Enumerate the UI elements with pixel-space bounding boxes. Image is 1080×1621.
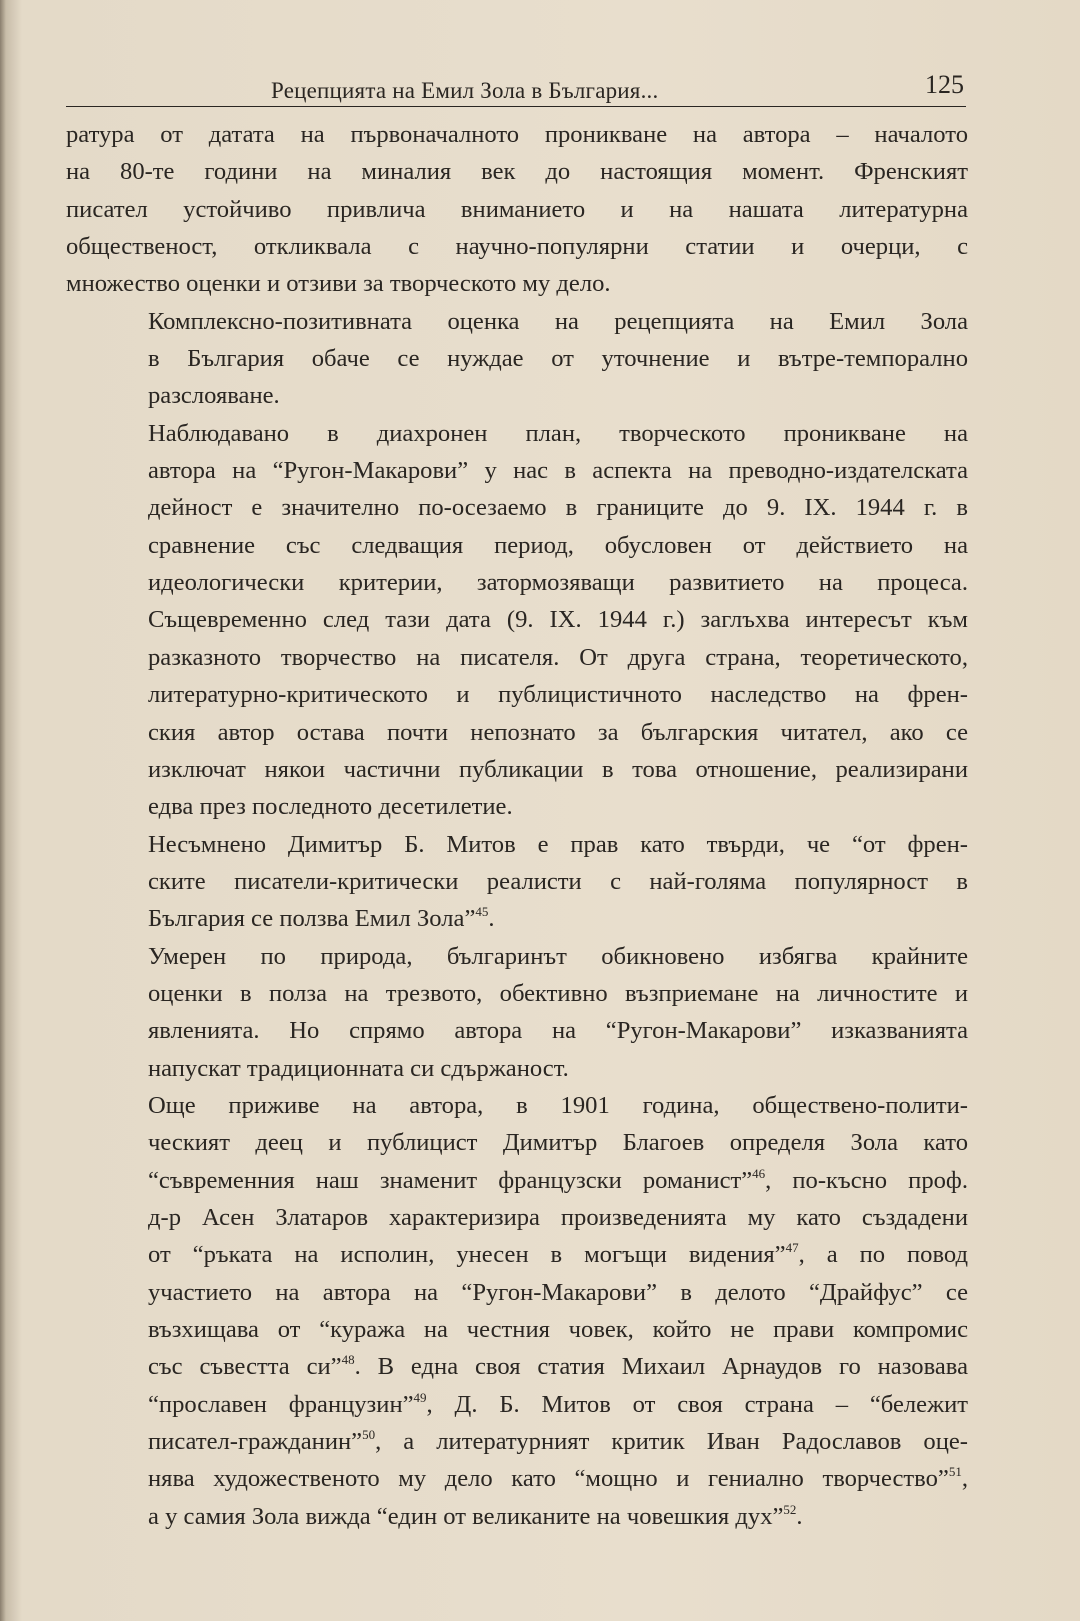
footnote-marker: 49 xyxy=(413,1389,427,1405)
paragraph xyxy=(66,826,968,938)
footnote-marker: 48 xyxy=(341,1352,355,1368)
text-line: ските писатели-критически реалисти с най-голяма популярност в xyxy=(148,867,968,895)
text-line: писател-гражданин”$^{50}$, а литературният критик Иван Радославов оце- xyxy=(148,1427,968,1456)
paragraph xyxy=(66,116,968,303)
running-head: Рецепцията на Емил Зола в България... xyxy=(271,78,659,103)
text-line: напускат традиционната си сдържаност. xyxy=(148,1054,569,1082)
text-line: Същевременно след тази дата (9. IX. 1944 г.) заглъхва интересът към xyxy=(148,606,968,634)
text-line: Още приживе на автора, в 1901 година, обществено-полити- xyxy=(148,1091,968,1119)
text-line: възхищава от “куража на честния човек, който не прави компромис xyxy=(148,1316,968,1343)
text-line: ския автор остава почти непознато за българския читател, ако се xyxy=(148,718,968,746)
text-line: ратура от датата на първоначалното проникване на автора – началото xyxy=(66,121,968,148)
text-line: дейност е значително по-осезаемо в границите до 9. IX. 1944 г. в xyxy=(148,494,968,522)
text-line: от “ръката на исполин, унесен в могъщи видения”$^{47}$, а по повод xyxy=(148,1240,968,1269)
footnote-marker: 50 xyxy=(362,1427,376,1443)
text-line: разказното творчество на писателя. От друга страна, теоретическото, xyxy=(148,643,968,671)
page-header xyxy=(66,66,966,107)
footnote-marker: 52 xyxy=(783,1501,797,1517)
text-line: Умерен по природа, българинът обикновено избягва крайните xyxy=(148,942,968,970)
text-line: Комплексно-позитивната оценка на рецепцията на Емил Зола xyxy=(148,307,968,335)
text-line: Наблюдавано в диахронен план, творческото проникване на xyxy=(148,419,968,447)
paragraph xyxy=(66,938,968,1087)
text-line: “прославен французин”$^{49}$, Д. Б. Митов от своя страна – “бележит xyxy=(148,1389,969,1418)
body-text xyxy=(66,116,968,1535)
paragraph xyxy=(66,415,968,826)
text-line: автора на “Ругон-Макарови” у нас в аспекта на преводно-издателската xyxy=(148,457,968,485)
text-line: в България обаче се нуждае от уточнение и вътре-темпорално xyxy=(148,345,968,373)
paragraph xyxy=(66,303,968,415)
text-line: България се ползва Емил Зола”$^{45}$. xyxy=(148,904,495,933)
text-line: общественост, откликвала с научно-популярни статии и очерци, с xyxy=(66,233,968,261)
text-line: сравнение със следващия период, обусловен от действието на xyxy=(148,531,968,559)
page-number: 125 xyxy=(925,70,964,99)
footnote-marker: 45 xyxy=(475,904,489,920)
text-line: участието на автора на “Ругон-Макарови” в делото “Драйфус” се xyxy=(148,1278,968,1306)
footnote-marker: 46 xyxy=(752,1165,766,1181)
text-line: на 80-те години на миналия век до настоящия момент. Френският xyxy=(66,158,968,186)
text-line: “съвременния наш знаменит французски романист”$^{46}$, по-късно проф. xyxy=(148,1165,968,1194)
text-line: литературно-критическото и публицистичното наследство на френ- xyxy=(148,681,968,709)
text-line: оценки в полза на трезвото, обективно възприемане на личностите и xyxy=(148,979,968,1007)
footnote-marker: 51 xyxy=(948,1464,962,1480)
footnote-marker: 47 xyxy=(785,1240,799,1256)
text-line: а у самия Зола вижда “един от великаните на човешкия дух”$^{52}$. xyxy=(148,1501,803,1530)
text-line: ческият деец и публицист Димитър Благоев определя Зола като xyxy=(148,1129,968,1157)
text-line: писател устойчиво привлича вниманието и на нашата литературна xyxy=(66,195,968,223)
text-line: д-р Асен Златаров характеризира произведенията му като създадени xyxy=(148,1203,968,1231)
text-line: разслояване. xyxy=(148,382,280,410)
text-line: нява художественото му дело като “мощно и гениално творчество”$^{51}$, xyxy=(148,1464,968,1493)
text-line: изключат някои частични публикации в това отношение, реализирани xyxy=(148,755,968,783)
text-line: със съвестта си”$^{48}$. В една своя статия Михаил Арнаудов го назовава xyxy=(148,1352,968,1381)
text-line: явленията. Но спрямо автора на “Ругон-Макарови” изказванията xyxy=(148,1017,968,1045)
text-line: едва през последното десетилетие. xyxy=(148,793,513,821)
paragraph xyxy=(66,1087,968,1535)
text-line: идеологически критерии, затормозяващи развитието на процеса. xyxy=(148,569,968,597)
text-line: Несъмнено Димитър Б. Митов е прав като твърди, че “от френ- xyxy=(148,830,968,858)
text-line: множество оценки и отзиви за творческото му дело. xyxy=(66,270,611,298)
